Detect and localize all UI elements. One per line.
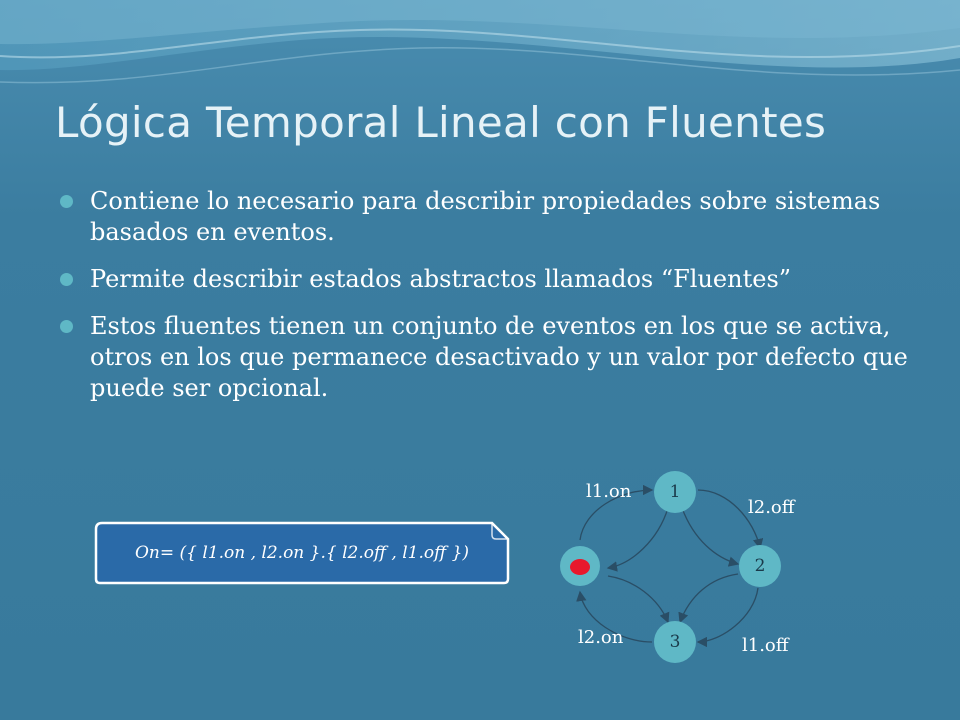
node-2-label: 2 [754,556,766,576]
bullet-text: Estos fluentes tienen un conjunto de eventos en los que se activa, otros en los que permanece desactivado y un valor por defecto que puede ser opcional. [90,312,908,402]
node-3-label: 3 [669,632,681,652]
bullet-item [58,186,938,248]
bullet-dot-icon [60,320,73,333]
bullet-item [58,311,938,404]
bullet-dot-icon [60,273,73,286]
header-swoosh-decoration [0,0,960,110]
node-1-label: 1 [669,482,681,502]
edge-label-l1-on: l1.on [586,481,632,502]
bullet-dot-icon [60,195,73,208]
bullet-item [58,264,938,295]
slide-title: Lógica Temporal Lineal con Fluentes [55,98,827,147]
edge-label-l2-on: l2.on [578,627,624,648]
edge-2-to-3-inner [680,574,738,622]
fluent-state-diagram [540,460,840,680]
edge-2-to-3 [698,588,758,642]
formula-callout [94,521,510,585]
edge-1-to-left-inner [608,508,668,568]
active-marker-icon [570,559,590,575]
bullet-list [58,186,938,420]
edge-label-l2-off: l2.off [748,497,795,518]
edge-left-to-3-inner [608,576,668,622]
edge-label-l1-off: l1.off [742,635,789,656]
bullet-text: Permite describir estados abstractos llamados “Fluentes” [90,265,792,293]
formula-text: On= ({ l1.on , l2.on }.{ l2.off , l1.off }) [134,543,470,563]
bullet-text: Contiene lo necesario para describir propiedades sobre sistemas basados en eventos. [90,187,881,246]
edge-1-to-2-inner [682,508,738,564]
